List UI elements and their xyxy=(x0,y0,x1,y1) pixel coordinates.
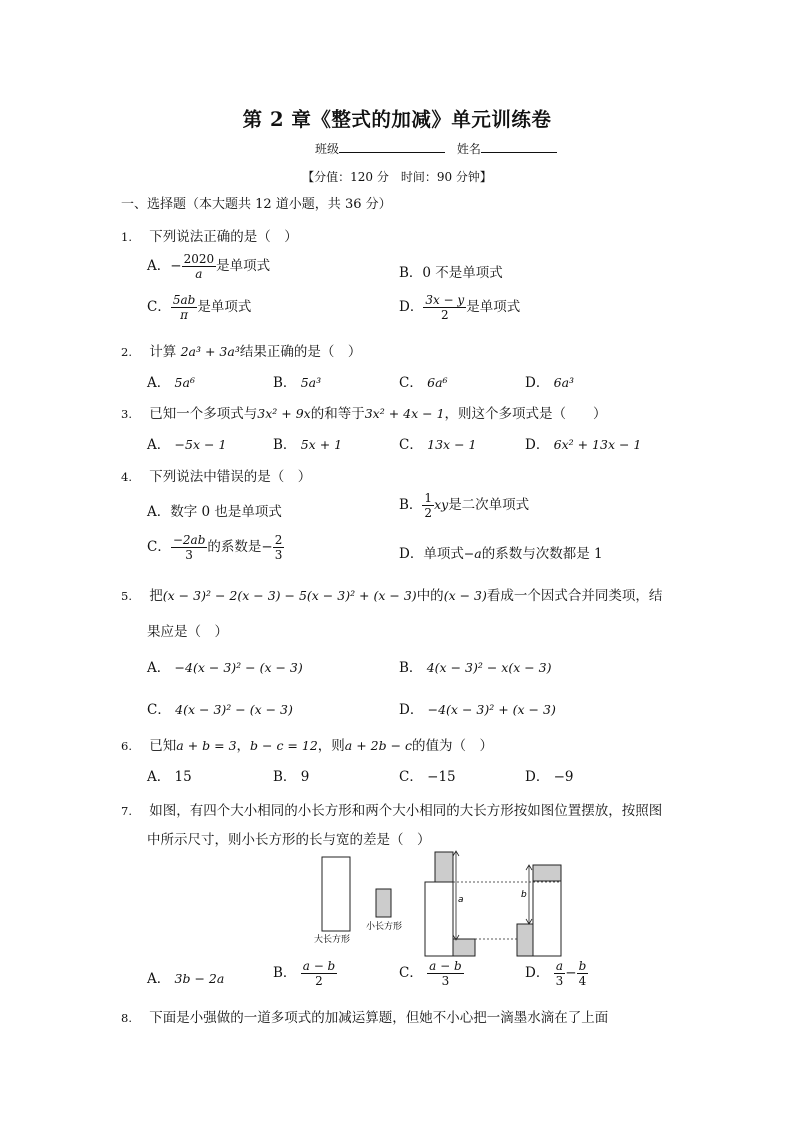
small-rectangle-placed xyxy=(533,865,561,881)
question-1 xyxy=(121,225,298,245)
question-2: 2. 计算 2a³ + 3a³结果正确的是（ ） xyxy=(121,344,362,360)
q7-figure xyxy=(300,845,570,960)
small-rectangle-placed xyxy=(453,939,475,956)
fraction: $\frac{a - b}{3}$ xyxy=(429,959,462,988)
question-6: 6. 已知a + b = 3，b − c = 12，则a + 2b − c的值为（ ） xyxy=(121,738,494,754)
q7-option-c[interactable]: C． $\frac{a - b}{3}$ xyxy=(399,959,462,988)
question-8: 8. 下面是小强做的一道多项式的加减运算题，但她不小心把一滴墨水滴在了上面 xyxy=(121,1010,609,1026)
class-field xyxy=(315,140,557,157)
question-number: 1. xyxy=(121,230,132,244)
question-3: 3. 已知一个多项式与3x² + 9x的和等于3x² + 4x − 1，则这个多项式是（ ） xyxy=(121,406,607,422)
question-4: 4. 下列说法中错误的是（ ） xyxy=(121,469,312,485)
small-rectangle xyxy=(376,889,391,917)
small-rectangle-label: 小长方形 xyxy=(366,922,403,932)
label-b: b xyxy=(521,890,527,900)
small-rectangle-placed xyxy=(517,924,533,956)
q5-option-c[interactable]: C． 4(x − 3)² − (x − 3) xyxy=(147,702,293,718)
question-number: 2. xyxy=(121,345,132,359)
question-number: 3. xyxy=(121,407,132,421)
q2-option-d[interactable]: D． 6a³ xyxy=(525,375,575,391)
question-5-line2: 果应是（ ） xyxy=(147,624,228,640)
question-number: 8. xyxy=(121,1011,132,1025)
fraction: $\frac{2020}{a}$ xyxy=(183,252,215,281)
question-7: 7. 如图，有四个大小相同的小长方形和两个大小相同的大长方形按如图位置摆放，按照图 xyxy=(121,803,663,819)
big-rectangle-placed xyxy=(425,882,453,956)
q3-option-d[interactable]: D． 6x² + 13x − 1 xyxy=(525,437,642,453)
section-heading: 一、选择题（本大题共 12 道小题，共 36 分） xyxy=(121,197,392,212)
q1-option-a[interactable]: A．− $\frac{2020}{a}$ 是单项式 xyxy=(147,252,271,281)
question-stem: 下列说法正确的是（ ） xyxy=(149,229,298,245)
question-number: 7. xyxy=(121,804,132,818)
q2-option-a[interactable]: A． 5a⁶ xyxy=(147,375,195,391)
q6-option-d[interactable]: D． −9 xyxy=(525,769,574,785)
q6-option-b[interactable]: B． 9 xyxy=(273,769,310,785)
q3-option-c[interactable]: C． 13x − 1 xyxy=(399,437,477,453)
fraction: $\frac{a - b}{2}$ xyxy=(302,959,336,988)
q6-option-a[interactable]: A． 15 xyxy=(147,769,192,785)
fraction: $\frac{a}{3}$ xyxy=(555,959,564,988)
small-rectangle-placed xyxy=(435,852,453,882)
q5-option-a[interactable]: A． −4(x − 3)² − (x − 3) xyxy=(147,660,303,676)
question-number: 4. xyxy=(121,470,132,484)
question-7-line2: 中所示尺寸，则小长方形的长与宽的差是（ ） xyxy=(147,832,431,848)
name-label: 姓名 xyxy=(456,142,481,156)
q4-option-d[interactable]: D．单项式−a的系数与次数都是 1 xyxy=(399,546,603,562)
q2-option-b[interactable]: B． 5a³ xyxy=(273,375,322,391)
q5-option-b[interactable]: B． 4(x − 3)² − x(x − 3) xyxy=(399,660,552,676)
q7-option-b[interactable]: B． $\frac{a - b}{2}$ xyxy=(273,959,336,988)
page-title: 第 2 章《整式的加减》单元训练卷 xyxy=(242,108,552,131)
q7-option-a[interactable]: A． 3b − 2a xyxy=(147,971,225,987)
q3-option-a[interactable]: A． −5x − 1 xyxy=(147,437,227,453)
q1-option-b[interactable]: B．0 不是单项式 xyxy=(399,265,503,281)
big-rectangle xyxy=(322,857,350,931)
q1-option-c[interactable]: C． $\frac{5ab}{\pi}$ 是单项式 xyxy=(147,293,252,322)
fraction: $\frac{2}{3}$ xyxy=(274,533,283,562)
name-blank[interactable] xyxy=(481,140,557,153)
q4-option-c[interactable]: C． $\frac{-2ab}{3}$ 的系数是− $\frac{2}{3}$ xyxy=(147,533,283,562)
class-blank[interactable] xyxy=(339,140,445,153)
fraction: $\frac{1}{2}$ xyxy=(424,491,433,520)
q1-option-d[interactable]: D． $\frac{3x - y}{2}$ 是单项式 xyxy=(399,293,521,322)
class-label: 班级 xyxy=(315,142,340,156)
fraction: $\frac{-2ab}{3}$ xyxy=(172,533,206,562)
q3-option-b[interactable]: B． 5x + 1 xyxy=(273,437,343,453)
q7-option-d[interactable]: D． $\frac{a}{3}$ − $\frac{b}{4}$ xyxy=(525,959,587,988)
q4-option-a[interactable]: A．数字 0 也是单项式 xyxy=(147,504,282,520)
fraction: $\frac{3x - y}{2}$ xyxy=(425,293,465,322)
fraction: $\frac{5ab}{\pi}$ xyxy=(172,293,196,322)
q4-option-b[interactable]: B． $\frac{1}{2}$ xy是二次单项式 xyxy=(399,491,530,520)
big-rectangle-label: 大长方形 xyxy=(314,935,351,945)
q5-option-d[interactable]: D． −4(x − 3)² + (x − 3) xyxy=(399,702,556,718)
label-a: a xyxy=(458,895,464,905)
score-info: 【分值：120 分 时间：90 分钟】 xyxy=(302,170,492,184)
question-number: 5. xyxy=(121,589,132,603)
fraction: $\frac{b}{4}$ xyxy=(578,959,587,988)
q2-option-c[interactable]: C． 6a⁶ xyxy=(399,375,448,391)
question-5: 5. 把(x − 3)² − 2(x − 3) − 5(x − 3)² + (x − 3)中的(x − 3)看成一个因式合并同类项，结 xyxy=(121,588,663,604)
question-number: 6. xyxy=(121,739,132,753)
q6-option-c[interactable]: C． −15 xyxy=(399,769,456,785)
